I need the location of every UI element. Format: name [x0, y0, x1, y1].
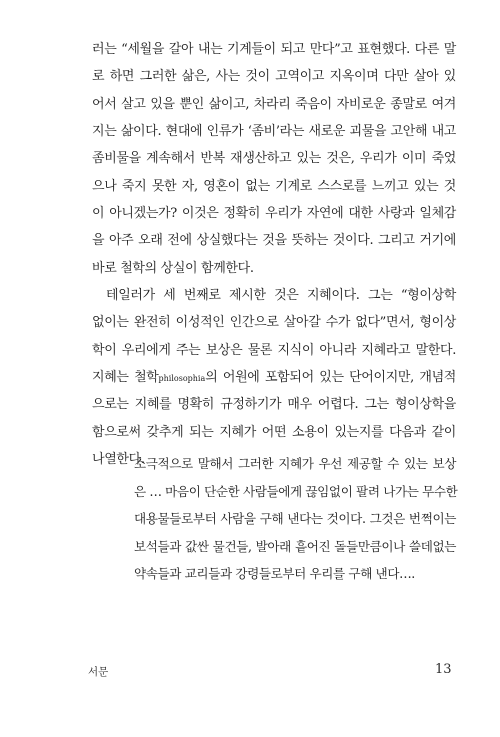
body-line: 테일러가 세 번째로 제시한 것은 지혜이다. 그는 “형이상학: [106, 288, 456, 304]
body-line: 어서 살고 있을 뿐인 삶이고, 차라리 죽음이 자비로운 종말로 여겨: [92, 96, 456, 112]
quote-line: 보석들과 값싼 물건들, 발아래 흩어진 돌들만큼이나 쓸데없는: [134, 538, 456, 554]
body-line: 학이 우리에게 주는 보상은 물론 지식이 아니라 지혜라고 말한다.: [92, 342, 456, 358]
body-line: 을 아주 오래 전에 상실했다는 것을 뜻하는 것이다. 그리고 거기에: [92, 233, 456, 249]
body-line: 바로 철학의 상실이 함께한다.: [92, 260, 254, 276]
body-line: 함으로써 갖추게 되는 지혜가 어떤 소용이 있는지를 다음과 같이: [92, 424, 456, 440]
body-line: 이 아니겠는가? 이것은 정확히 우리가 자연에 대한 사랑과 일체감: [92, 206, 456, 222]
quote-line: 대용물들로부터 사람을 구해 낸다는 것이다. 그것은 번쩍이는: [134, 511, 456, 527]
body-line: 러는 “세월을 갈아 내는 기계들이 되고 만다”고 표현했다. 다른 말: [92, 42, 456, 57]
quote-line: 약속들과 교리들과 강령들로부터 우리를 구해 낸다….: [134, 566, 415, 582]
block-quote: [134, 450, 456, 588]
body-line: 으로는 지혜를 명확히 규정하기가 매우 어렵다. 그는 형이상학을: [92, 397, 456, 413]
quote-line: 은 … 마음이 단순한 사람들에게 끊임없이 팔려 나가는 무수한: [134, 483, 458, 499]
body-line: 없이는 완전히 이성적인 인간으로 살아갈 수가 없다”면서, 형이상: [92, 315, 456, 331]
body-line: 으나 죽지 못한 자, 영혼이 없는 기계로 스스로를 느끼고 있는 것: [92, 178, 456, 194]
running-footer-section: 서문: [88, 666, 109, 678]
page-number: 13: [435, 662, 452, 677]
body-line: 지는 삶이다. 현대에 인류가 ‘좀비’라는 새로운 괴물을 고안해 내고: [92, 124, 456, 140]
body-text-fragment: 지혜는 철학: [92, 370, 159, 386]
body-line: 좀비물을 계속해서 반복 재생산하고 있는 것은, 우리가 이미 죽었: [92, 151, 456, 167]
inline-term: philosophia: [158, 374, 206, 384]
quote-line: 소극적으로 말해서 그러한 지혜가 우선 제공할 수 있는 보상: [134, 456, 456, 471]
body-line: 나열한다.: [92, 452, 145, 468]
body-text-fragment: 의 어원에 포함되어 있는 단어이지만, 개념적: [205, 370, 456, 386]
body-line: 로 하면 그러한 삶은, 사는 것이 고역이고 지옥이며 다만 살아 있: [92, 69, 456, 85]
main-body-text: [92, 36, 456, 474]
body-line: [92, 364, 456, 391]
